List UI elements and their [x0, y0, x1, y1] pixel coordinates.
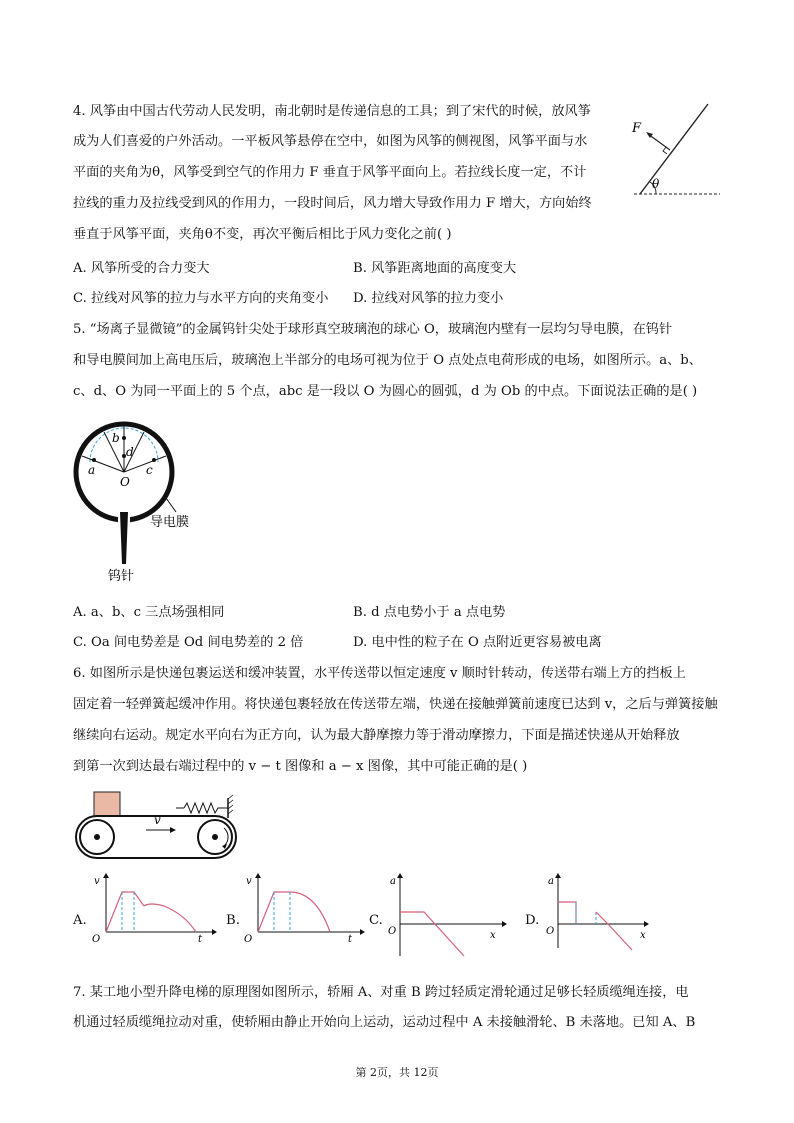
label-c: c [146, 463, 153, 477]
x-axis-arrow [502, 921, 507, 927]
graph-d [540, 868, 670, 960]
q4-line-2: 成为人们喜爱的户外活动。一平板风筝悬停在空中，如图为风筝的侧视图，风筝平面与水 [73, 134, 588, 149]
label-a: a [88, 463, 96, 477]
graph-d-label: D. [525, 913, 540, 928]
origin-label: O [546, 926, 555, 937]
force-arrow [648, 134, 670, 150]
graph-b-label: B. [226, 913, 240, 928]
graph-c [382, 868, 512, 960]
graph-a [88, 870, 218, 942]
force-label: F [632, 121, 642, 136]
y-axis-arrow [255, 873, 261, 878]
spring [184, 803, 228, 813]
q4-line-4: 拉线的重力及拉线受到风的作用力，一段时间后，风力增大导致作用力 F 增大，方向始终 [73, 196, 592, 211]
q5-option-c[interactable]: C. Oa 间电势差是 Od 间电势差的 2 倍 [73, 635, 304, 650]
label-d: d [126, 445, 134, 459]
q5-option-b[interactable]: B. d 点电势小于 a 点电势 [353, 605, 506, 620]
q5-option-a[interactable]: A. a、b、c 三点场强相同 [73, 605, 225, 620]
field-ion-microscope-figure [68, 420, 238, 590]
q6-line-2: 固定着一轻弹簧起缓冲作用。将快递包裹轻放在传送带左端，快递在接触弹簧前速度已达到 v，之后与弹簧接触 [73, 697, 718, 712]
conveyor-figure [72, 790, 252, 862]
q7-line-1: 7. 某工地小型升降电梯的原理图如图所示，轿厢 A、对重 B 跨过轻质定滑轮通过足够长轻质缆绳连接，电 [73, 985, 689, 1000]
q6-line-1: 6. 如图所示是快递包裹运送和缓冲装置，水平传送带以恒定速度 v 顺时针转动，传送带右端上方的挡板上 [73, 666, 686, 681]
kite-plane-line [640, 104, 708, 194]
label-b: b [112, 431, 120, 445]
y-axis-label: a [390, 876, 396, 887]
q5-option-d[interactable]: D. 电中性的粒子在 O 点附近更容易被电离 [353, 635, 602, 650]
curve-segment-2 [596, 912, 632, 950]
tungsten-needle [120, 512, 128, 564]
graph-c-label: C. [369, 913, 383, 928]
graph-a-label: A. [73, 913, 87, 928]
curve-segment-2 [144, 904, 196, 932]
graph-b [240, 870, 370, 942]
origin-label: O [244, 934, 253, 942]
y-axis-arrow [103, 873, 109, 878]
q5-line-2: 和导电膜间加上高电压后，玻璃泡上半部分的电场可视为位于 O 点处点电荷形成的电场，如图所示。a、b、 [73, 353, 702, 368]
q4-option-c[interactable]: C. 拉线对风筝的拉力与水平方向的夹角变小 [73, 291, 329, 306]
q6-line-3: 继续向右运动。规定水平向右为正方向，认为最大静摩擦力等于滑动摩擦力，下面是描述快递从开始释放 [73, 728, 680, 743]
x-axis-arrow [644, 921, 649, 927]
curve-segment-1 [106, 892, 144, 932]
q5-line-1: 5. “场离子显微镜”的金属钨针尖处于球形真空玻璃泡的球心 O，玻璃泡内壁有一层均匀导电膜，在钨针 [73, 322, 673, 337]
origin-label: O [388, 926, 397, 937]
y-axis-label: v [94, 876, 100, 887]
rotation-arrowhead [222, 844, 227, 849]
velocity-label: v [154, 813, 161, 827]
x-axis-label: x [640, 930, 646, 941]
q4-line-3: 平面的夹角为θ，风筝受到空气的作用力 F 垂直于风筝平面向上。若拉线长度一定，不计 [73, 165, 587, 180]
q7-line-2: 机通过轻质缆绳拉动对重，使轿厢由静止开始向上运动，运动过程中 A 未接触滑轮、B 未落地。已知 A、B [73, 1015, 696, 1030]
x-axis-arrow [212, 929, 217, 935]
point-a [92, 458, 96, 462]
q4-option-d[interactable]: D. 拉线对风筝的拉力变小 [353, 291, 504, 306]
y-axis-arrow [555, 873, 561, 878]
q4-option-a[interactable]: A. 风筝所受的合力变大 [73, 261, 210, 276]
q4-line-5: 垂直于风筝平面，夹角θ不变，再次平衡后相比于风力变化之前( ) [73, 227, 452, 242]
rotation-arrow [224, 828, 228, 846]
velocity-arrowhead [170, 827, 176, 833]
q5-line-3: c、d、O 为同一平面上的 5 个点，abc 是一段以 O 为圆心的圆弧，d 为 Ob 的中点。下面说法正确的是( ) [73, 384, 698, 399]
kite-figure [622, 98, 722, 198]
page-footer: 第 2页，共 12页 [355, 1066, 439, 1079]
y-axis-arrow [397, 873, 403, 878]
origin-label: O [92, 934, 101, 942]
q4-line-1: 4. 风筝由中国古代劳动人民发明，南北朝时是传递信息的工具；到了宋代的时候，放风筝 [73, 104, 591, 119]
q4-option-b[interactable]: B. 风筝距离地面的高度变大 [353, 261, 517, 276]
angle-label: θ [652, 177, 660, 191]
package-box [94, 792, 120, 816]
label-o: O [120, 475, 130, 489]
point-c [152, 458, 156, 462]
x-axis-label: t [348, 934, 353, 942]
curve-segment-1 [558, 902, 576, 924]
hatch-1 [228, 795, 233, 799]
y-axis-label: v [246, 876, 252, 887]
curve-segment-2 [290, 892, 330, 932]
x-axis-arrow [360, 929, 365, 935]
film-label: 导电膜 [150, 515, 190, 530]
right-axle [212, 834, 218, 840]
film-pointer [166, 498, 176, 512]
needle-label: 钨针 [108, 569, 135, 584]
x-axis-label: x [490, 930, 496, 941]
x-axis-label: t [198, 934, 203, 942]
y-axis-label: a [548, 876, 554, 887]
point-b [122, 436, 126, 440]
curve [400, 912, 464, 956]
q6-line-4: 到第一次到达最右端过程中的 v − t 图像和 a − x 图像，其中可能正确的是( ) [73, 759, 528, 774]
left-axle [94, 834, 100, 840]
